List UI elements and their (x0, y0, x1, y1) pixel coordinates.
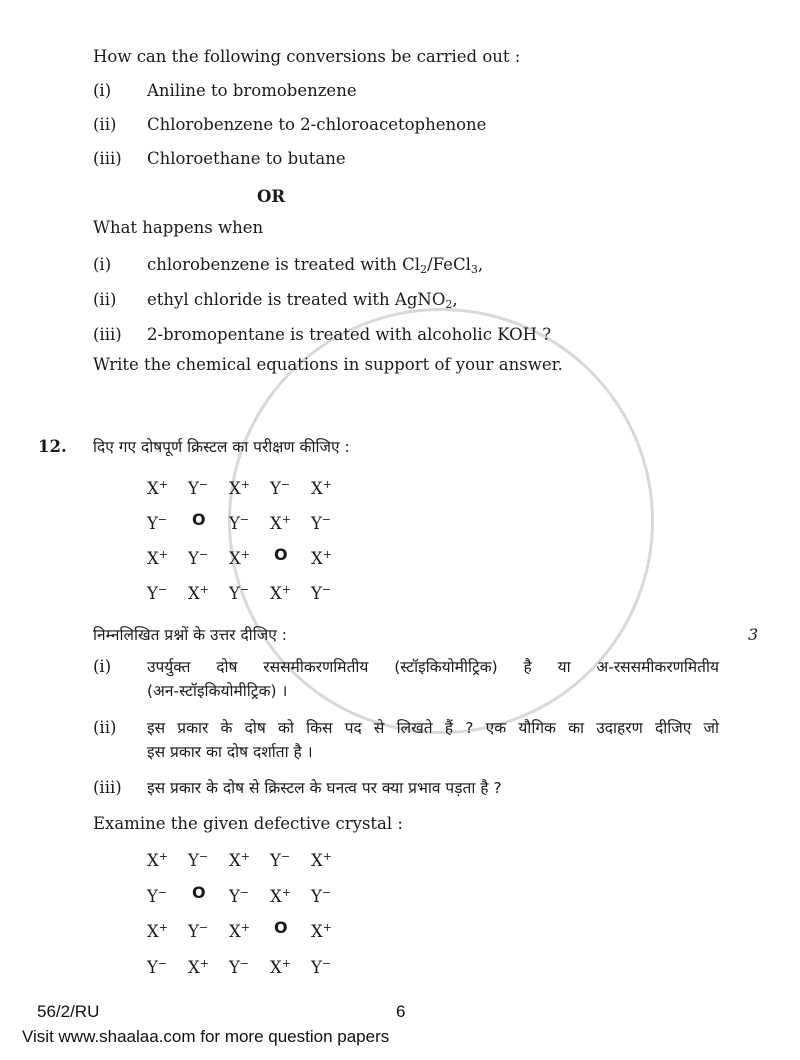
q11-alt-num: (iii) (93, 325, 122, 344)
vacancy: O (274, 545, 288, 564)
q11-alt-text: ethyl chloride is treated with AgNO$_2$, (147, 290, 458, 311)
ion: X+ (270, 956, 291, 977)
hindi-part-text: (अन-स्टॉइकियोमीट्रिक) । (147, 682, 288, 700)
ion: Y− (188, 548, 209, 568)
ion: X+ (147, 478, 168, 498)
vacancy: O (192, 510, 206, 529)
ion: Y− (229, 956, 250, 977)
ion: Y− (229, 513, 250, 533)
ion: Y− (188, 921, 209, 941)
ion: X+ (147, 548, 168, 568)
q11-alt-text: chlorobenzene is treated with $Cl_2/FeCl_3$, (147, 255, 484, 276)
q11-part-num: (i) (93, 81, 112, 100)
or-heading: OR (257, 187, 286, 206)
q11-part-text: Chloroethane to butane (147, 149, 346, 168)
ion: X+ (270, 513, 291, 533)
q12-hindi-question: निम्नलिखित प्रश्नों के उत्तर दीजिए : (93, 626, 287, 644)
ion: X+ (229, 548, 250, 568)
ion: Y− (311, 513, 332, 533)
ion: Y− (311, 583, 332, 603)
ion: Y− (147, 956, 168, 977)
ion: X+ (270, 583, 291, 603)
q11-part-num: (ii) (93, 115, 117, 134)
ion: X+ (188, 583, 209, 603)
paper-code: 56/2/RU (37, 1002, 100, 1021)
ion: X+ (229, 921, 250, 941)
ion: Y− (188, 478, 209, 498)
question-number: 12. (38, 437, 67, 456)
ion: X+ (147, 921, 168, 941)
ion: X+ (311, 548, 332, 568)
hindi-part-num: (i) (93, 657, 112, 676)
ion: Y− (229, 885, 250, 906)
q11-alt-num: (ii) (93, 290, 117, 309)
hindi-part-text: इस प्रकार का दोष दर्शाता है । (147, 743, 313, 761)
q11-closing: Write the chemical equations in support of your answer. (93, 355, 563, 374)
q11-part-num: (iii) (93, 149, 122, 168)
vacancy: O (192, 882, 206, 902)
q11-alt-text: 2-bromopentane is treated with alcoholic KOH ? (147, 325, 552, 344)
hindi-part-num: (iii) (93, 778, 122, 797)
visit-link[interactable]: Visit www.shaalaa.com for more question papers (22, 1027, 390, 1046)
ion: Y− (270, 850, 291, 870)
vacancy: O (274, 918, 288, 937)
ion: X+ (188, 956, 209, 977)
ion: X+ (270, 885, 291, 906)
q12-english-intro: Examine the given defective crystal : (93, 814, 403, 833)
hindi-part-text: उपर्युक्त दोष रससमीकरणमितीय (स्टॉइकियोमीट्रिक) है या अ-रससमीकरणमितीय (147, 658, 719, 676)
q11-alt-intro: What happens when (93, 218, 264, 237)
ion: X+ (311, 921, 332, 941)
q11-alt-num: (i) (93, 255, 112, 274)
ion: Y− (229, 583, 250, 603)
ion: Y− (147, 583, 168, 603)
ion: X+ (229, 850, 250, 870)
ion: Y− (311, 956, 332, 977)
hindi-part-text: इस प्रकार के दोष को किस पद से लिखते हैं ? एक यौगिक का उदाहरण दीजिए जो (147, 719, 719, 737)
q11-part-text: Chlorobenzene to 2-chloroacetophenone (147, 115, 487, 134)
hindi-part-num: (ii) (93, 718, 117, 737)
ion: X+ (229, 478, 250, 498)
ion: Y− (270, 478, 291, 498)
hindi-part-text: इस प्रकार के दोष से क्रिस्टल के घनत्व पर क्या प्रभाव पड़ता है ? (147, 779, 502, 797)
q12-hindi-intro: दिए गए दोषपूर्ण क्रिस्टल का परीक्षण कीजिए : (93, 438, 350, 456)
ion: X+ (311, 478, 332, 498)
ion: X+ (311, 850, 332, 870)
ion: X+ (147, 850, 168, 870)
page-number: 6 (396, 1002, 406, 1021)
ion: Y− (188, 850, 209, 870)
q11-intro: How can the following conversions be carried out : (93, 47, 521, 66)
ion: Y− (311, 885, 332, 906)
q11-part-text: Aniline to bromobenzene (147, 81, 357, 100)
ion: Y− (147, 885, 168, 906)
ion: Y− (147, 513, 168, 533)
marks: 3 (748, 625, 759, 644)
